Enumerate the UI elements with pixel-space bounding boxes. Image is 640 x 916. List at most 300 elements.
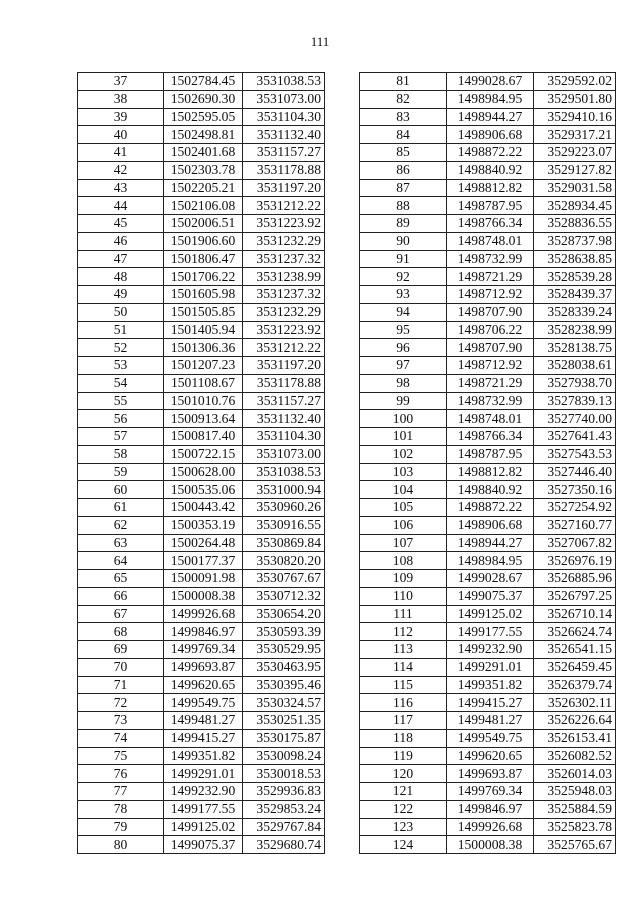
point-number-cell: 58 [78,445,164,463]
table-row [78,641,325,659]
x-coordinate-cell: 1501010.76 [164,392,243,410]
point-number-cell: 90 [360,232,447,250]
table-row [360,712,616,730]
y-coordinate-cell: 3525884.59 [534,800,616,818]
table-row [78,268,325,286]
table-row [360,428,616,446]
y-coordinate-cell: 3527350.16 [534,481,616,499]
point-number-cell: 98 [360,374,447,392]
y-coordinate-cell: 3530098.24 [243,747,325,765]
y-coordinate-cell: 3526710.14 [534,605,616,623]
x-coordinate-cell: 1499415.27 [164,729,243,747]
point-number-cell: 79 [78,818,164,836]
y-coordinate-cell: 3531104.30 [243,108,325,126]
table-row [78,357,325,375]
y-coordinate-cell: 3529853.24 [243,800,325,818]
y-coordinate-cell: 3525765.67 [534,836,616,854]
x-coordinate-cell: 1499769.34 [164,641,243,659]
table-row [360,783,616,801]
point-number-cell: 38 [78,90,164,108]
x-coordinate-cell: 1499177.55 [164,800,243,818]
y-coordinate-cell: 3526014.03 [534,765,616,783]
point-number-cell: 54 [78,374,164,392]
x-coordinate-cell: 1501306.36 [164,339,243,357]
point-number-cell: 48 [78,268,164,286]
y-coordinate-cell: 3529592.02 [534,73,616,91]
y-coordinate-cell: 3529767.84 [243,818,325,836]
x-coordinate-cell: 1499177.55 [447,623,534,641]
table-row [360,144,616,162]
y-coordinate-cell: 3528836.55 [534,215,616,233]
y-coordinate-cell: 3526885.96 [534,570,616,588]
y-coordinate-cell: 3531038.53 [243,73,325,91]
x-coordinate-cell: 1502303.78 [164,161,243,179]
x-coordinate-cell: 1501108.67 [164,374,243,392]
x-coordinate-cell: 1499769.34 [447,783,534,801]
y-coordinate-cell: 3526541.15 [534,641,616,659]
point-number-cell: 60 [78,481,164,499]
point-number-cell: 118 [360,729,447,747]
y-coordinate-cell: 3529680.74 [243,836,325,854]
point-number-cell: 70 [78,658,164,676]
point-number-cell: 93 [360,286,447,304]
table-row [360,463,616,481]
x-coordinate-cell: 1498812.82 [447,463,534,481]
table-row [78,552,325,570]
y-coordinate-cell: 3527839.13 [534,392,616,410]
y-coordinate-cell: 3531197.20 [243,357,325,375]
y-coordinate-cell: 3530529.95 [243,641,325,659]
y-coordinate-cell: 3528934.45 [534,197,616,215]
y-coordinate-cell: 3525823.78 [534,818,616,836]
y-coordinate-cell: 3526797.25 [534,587,616,605]
point-number-cell: 68 [78,623,164,641]
table-row [78,570,325,588]
point-number-cell: 81 [360,73,447,91]
x-coordinate-cell: 1498872.22 [447,144,534,162]
point-number-cell: 113 [360,641,447,659]
y-coordinate-cell: 3531237.32 [243,250,325,268]
y-coordinate-cell: 3526226.64 [534,712,616,730]
table-row [360,676,616,694]
y-coordinate-cell: 3527160.77 [534,516,616,534]
table-row [78,694,325,712]
y-coordinate-cell: 3528539.28 [534,268,616,286]
x-coordinate-cell: 1498906.68 [447,126,534,144]
x-coordinate-cell: 1502595.05 [164,108,243,126]
y-coordinate-cell: 3531212.22 [243,339,325,357]
x-coordinate-cell: 1499846.97 [164,623,243,641]
y-coordinate-cell: 3529317.21 [534,126,616,144]
point-number-cell: 91 [360,250,447,268]
point-number-cell: 44 [78,197,164,215]
point-number-cell: 111 [360,605,447,623]
point-number-cell: 94 [360,303,447,321]
table-row [78,339,325,357]
x-coordinate-cell: 1500008.38 [447,836,534,854]
table-row [78,108,325,126]
point-number-cell: 46 [78,232,164,250]
x-coordinate-cell: 1498944.27 [447,534,534,552]
x-coordinate-cell: 1500008.38 [164,587,243,605]
y-coordinate-cell: 3528439.37 [534,286,616,304]
x-coordinate-cell: 1498840.92 [447,161,534,179]
point-number-cell: 101 [360,428,447,446]
table-row [78,179,325,197]
point-number-cell: 50 [78,303,164,321]
x-coordinate-cell: 1498721.29 [447,268,534,286]
point-number-cell: 87 [360,179,447,197]
x-coordinate-cell: 1501505.85 [164,303,243,321]
y-coordinate-cell: 3527641.43 [534,428,616,446]
table-row [78,73,325,91]
y-coordinate-cell: 3530251.35 [243,712,325,730]
point-number-cell: 112 [360,623,447,641]
point-number-cell: 75 [78,747,164,765]
table-row [360,605,616,623]
x-coordinate-cell: 1498787.95 [447,197,534,215]
table-row [78,658,325,676]
y-coordinate-cell: 3531197.20 [243,179,325,197]
table-row [360,215,616,233]
table-row [360,641,616,659]
y-coordinate-cell: 3527446.40 [534,463,616,481]
point-number-cell: 88 [360,197,447,215]
table-row [360,321,616,339]
x-coordinate-cell: 1502690.30 [164,90,243,108]
table-row [78,463,325,481]
table-row [78,747,325,765]
table-row [360,499,616,517]
x-coordinate-cell: 1501806.47 [164,250,243,268]
point-number-cell: 64 [78,552,164,570]
y-coordinate-cell: 3526624.74 [534,623,616,641]
y-coordinate-cell: 3531232.29 [243,232,325,250]
point-number-cell: 108 [360,552,447,570]
y-coordinate-cell: 3531232.29 [243,303,325,321]
point-number-cell: 100 [360,410,447,428]
x-coordinate-cell: 1499415.27 [447,694,534,712]
y-coordinate-cell: 3526153.41 [534,729,616,747]
table-row [360,392,616,410]
x-coordinate-cell: 1500264.48 [164,534,243,552]
y-coordinate-cell: 3527938.70 [534,374,616,392]
table-row [360,481,616,499]
x-coordinate-cell: 1498707.90 [447,303,534,321]
x-coordinate-cell: 1500353.19 [164,516,243,534]
y-coordinate-cell: 3528038.61 [534,357,616,375]
table-row [78,729,325,747]
table-row [360,587,616,605]
y-coordinate-cell: 3530960.26 [243,499,325,517]
point-number-cell: 84 [360,126,447,144]
table-row [78,197,325,215]
x-coordinate-cell: 1499232.90 [447,641,534,659]
point-number-cell: 59 [78,463,164,481]
table-row [78,144,325,162]
x-coordinate-cell: 1500535.06 [164,481,243,499]
y-coordinate-cell: 3530018.53 [243,765,325,783]
x-coordinate-cell: 1498984.95 [447,552,534,570]
x-coordinate-cell: 1502106.08 [164,197,243,215]
point-number-cell: 74 [78,729,164,747]
point-number-cell: 123 [360,818,447,836]
point-number-cell: 92 [360,268,447,286]
table-row [360,90,616,108]
x-coordinate-cell: 1499693.87 [164,658,243,676]
point-number-cell: 62 [78,516,164,534]
x-coordinate-cell: 1498706.22 [447,321,534,339]
point-number-cell: 80 [78,836,164,854]
x-coordinate-cell: 1498906.68 [447,516,534,534]
point-number-cell: 110 [360,587,447,605]
table-row [360,357,616,375]
point-number-cell: 63 [78,534,164,552]
x-coordinate-cell: 1498944.27 [447,108,534,126]
point-number-cell: 106 [360,516,447,534]
x-coordinate-cell: 1499075.37 [164,836,243,854]
table-row [360,729,616,747]
x-coordinate-cell: 1499549.75 [447,729,534,747]
point-number-cell: 97 [360,357,447,375]
y-coordinate-cell: 3531132.40 [243,126,325,144]
y-coordinate-cell: 3529031.58 [534,179,616,197]
y-coordinate-cell: 3529936.83 [243,783,325,801]
table-row [360,818,616,836]
point-number-cell: 51 [78,321,164,339]
y-coordinate-cell: 3530767.67 [243,570,325,588]
y-coordinate-cell: 3529223.07 [534,144,616,162]
y-coordinate-cell: 3531157.27 [243,392,325,410]
point-number-cell: 109 [360,570,447,588]
point-number-cell: 85 [360,144,447,162]
x-coordinate-cell: 1498984.95 [447,90,534,108]
x-coordinate-cell: 1499481.27 [164,712,243,730]
point-number-cell: 43 [78,179,164,197]
x-coordinate-cell: 1498787.95 [447,445,534,463]
y-coordinate-cell: 3531212.22 [243,197,325,215]
y-coordinate-cell: 3531237.32 [243,286,325,304]
point-number-cell: 116 [360,694,447,712]
point-number-cell: 102 [360,445,447,463]
x-coordinate-cell: 1498748.01 [447,232,534,250]
table-row [78,836,325,854]
y-coordinate-cell: 3531178.88 [243,161,325,179]
x-coordinate-cell: 1499232.90 [164,783,243,801]
point-number-cell: 53 [78,357,164,375]
point-number-cell: 61 [78,499,164,517]
table-row [78,250,325,268]
table-row [360,552,616,570]
y-coordinate-cell: 3528737.98 [534,232,616,250]
y-coordinate-cell: 3529501.80 [534,90,616,108]
point-number-cell: 78 [78,800,164,818]
x-coordinate-cell: 1501605.98 [164,286,243,304]
table-row [78,800,325,818]
table-row [360,268,616,286]
point-number-cell: 57 [78,428,164,446]
x-coordinate-cell: 1501906.60 [164,232,243,250]
table-row [78,286,325,304]
y-coordinate-cell: 3526379.74 [534,676,616,694]
x-coordinate-cell: 1499351.82 [164,747,243,765]
table-row [78,232,325,250]
point-number-cell: 69 [78,641,164,659]
x-coordinate-cell: 1502205.21 [164,179,243,197]
x-coordinate-cell: 1499125.02 [164,818,243,836]
table-row [360,179,616,197]
table-row [360,73,616,91]
x-coordinate-cell: 1498766.34 [447,215,534,233]
table-row [78,499,325,517]
y-coordinate-cell: 3530869.84 [243,534,325,552]
point-number-cell: 121 [360,783,447,801]
x-coordinate-cell: 1499351.82 [447,676,534,694]
point-number-cell: 55 [78,392,164,410]
x-coordinate-cell: 1499075.37 [447,587,534,605]
point-number-cell: 117 [360,712,447,730]
point-number-cell: 82 [360,90,447,108]
x-coordinate-cell: 1499926.68 [447,818,534,836]
point-number-cell: 114 [360,658,447,676]
point-number-cell: 86 [360,161,447,179]
y-coordinate-cell: 3531000.94 [243,481,325,499]
point-number-cell: 120 [360,765,447,783]
x-coordinate-cell: 1500177.37 [164,552,243,570]
y-coordinate-cell: 3531178.88 [243,374,325,392]
point-number-cell: 122 [360,800,447,818]
table-row [78,126,325,144]
y-coordinate-cell: 3526976.19 [534,552,616,570]
x-coordinate-cell: 1499926.68 [164,605,243,623]
page-number: 111 [310,34,330,49]
point-number-cell: 42 [78,161,164,179]
table-row [78,765,325,783]
y-coordinate-cell: 3525948.03 [534,783,616,801]
table-row [78,161,325,179]
x-coordinate-cell: 1500443.42 [164,499,243,517]
table-row [78,321,325,339]
point-number-cell: 95 [360,321,447,339]
x-coordinate-cell: 1501706.22 [164,268,243,286]
table-row [78,676,325,694]
table-row [78,818,325,836]
x-coordinate-cell: 1498712.92 [447,286,534,304]
x-coordinate-cell: 1502498.81 [164,126,243,144]
y-coordinate-cell: 3530324.57 [243,694,325,712]
x-coordinate-cell: 1502784.45 [164,73,243,91]
y-coordinate-cell: 3530916.55 [243,516,325,534]
point-number-cell: 41 [78,144,164,162]
point-number-cell: 49 [78,286,164,304]
point-number-cell: 89 [360,215,447,233]
point-number-cell: 124 [360,836,447,854]
point-number-cell: 56 [78,410,164,428]
table-row [360,232,616,250]
x-coordinate-cell: 1498872.22 [447,499,534,517]
table-row [360,161,616,179]
point-number-cell: 72 [78,694,164,712]
x-coordinate-cell: 1502006.51 [164,215,243,233]
point-number-cell: 83 [360,108,447,126]
y-coordinate-cell: 3530654.20 [243,605,325,623]
x-coordinate-cell: 1500913.64 [164,410,243,428]
y-coordinate-cell: 3530593.39 [243,623,325,641]
x-coordinate-cell: 1500628.00 [164,463,243,481]
y-coordinate-cell: 3531038.53 [243,463,325,481]
table-row [78,587,325,605]
y-coordinate-cell: 3531157.27 [243,144,325,162]
point-number-cell: 73 [78,712,164,730]
y-coordinate-cell: 3530820.20 [243,552,325,570]
point-number-cell: 39 [78,108,164,126]
x-coordinate-cell: 1499291.01 [447,658,534,676]
point-number-cell: 96 [360,339,447,357]
table-row [360,286,616,304]
table-row [360,374,616,392]
table-row [78,623,325,641]
point-number-cell: 115 [360,676,447,694]
table-row [78,481,325,499]
y-coordinate-cell: 3531104.30 [243,428,325,446]
point-number-cell: 65 [78,570,164,588]
y-coordinate-cell: 3531073.00 [243,445,325,463]
x-coordinate-cell: 1499620.65 [447,747,534,765]
y-coordinate-cell: 3530175.87 [243,729,325,747]
table-row [360,623,616,641]
x-coordinate-cell: 1499693.87 [447,765,534,783]
table-row [360,108,616,126]
y-coordinate-cell: 3527740.00 [534,410,616,428]
x-coordinate-cell: 1500817.40 [164,428,243,446]
x-coordinate-cell: 1499028.67 [447,73,534,91]
table-row [360,800,616,818]
x-coordinate-cell: 1498732.99 [447,250,534,268]
table-row [360,445,616,463]
table-row [78,445,325,463]
y-coordinate-cell: 3527543.53 [534,445,616,463]
coordinate-table-right-body [360,73,616,854]
y-coordinate-cell: 3531238.99 [243,268,325,286]
point-number-cell: 67 [78,605,164,623]
x-coordinate-cell: 1498812.82 [447,179,534,197]
point-number-cell: 52 [78,339,164,357]
x-coordinate-cell: 1499125.02 [447,605,534,623]
table-row [360,694,616,712]
point-number-cell: 119 [360,747,447,765]
table-row [78,90,325,108]
x-coordinate-cell: 1499620.65 [164,676,243,694]
table-row [360,126,616,144]
x-coordinate-cell: 1500091.98 [164,570,243,588]
y-coordinate-cell: 3526302.11 [534,694,616,712]
table-row [360,534,616,552]
x-coordinate-cell: 1499028.67 [447,570,534,588]
point-number-cell: 77 [78,783,164,801]
table-row [78,783,325,801]
y-coordinate-cell: 3531223.92 [243,215,325,233]
y-coordinate-cell: 3529127.82 [534,161,616,179]
x-coordinate-cell: 1498766.34 [447,428,534,446]
x-coordinate-cell: 1498732.99 [447,392,534,410]
table-row [360,339,616,357]
table-row [360,410,616,428]
y-coordinate-cell: 3530712.32 [243,587,325,605]
y-coordinate-cell: 3528339.24 [534,303,616,321]
y-coordinate-cell: 3531073.00 [243,90,325,108]
point-number-cell: 47 [78,250,164,268]
table-row [78,374,325,392]
